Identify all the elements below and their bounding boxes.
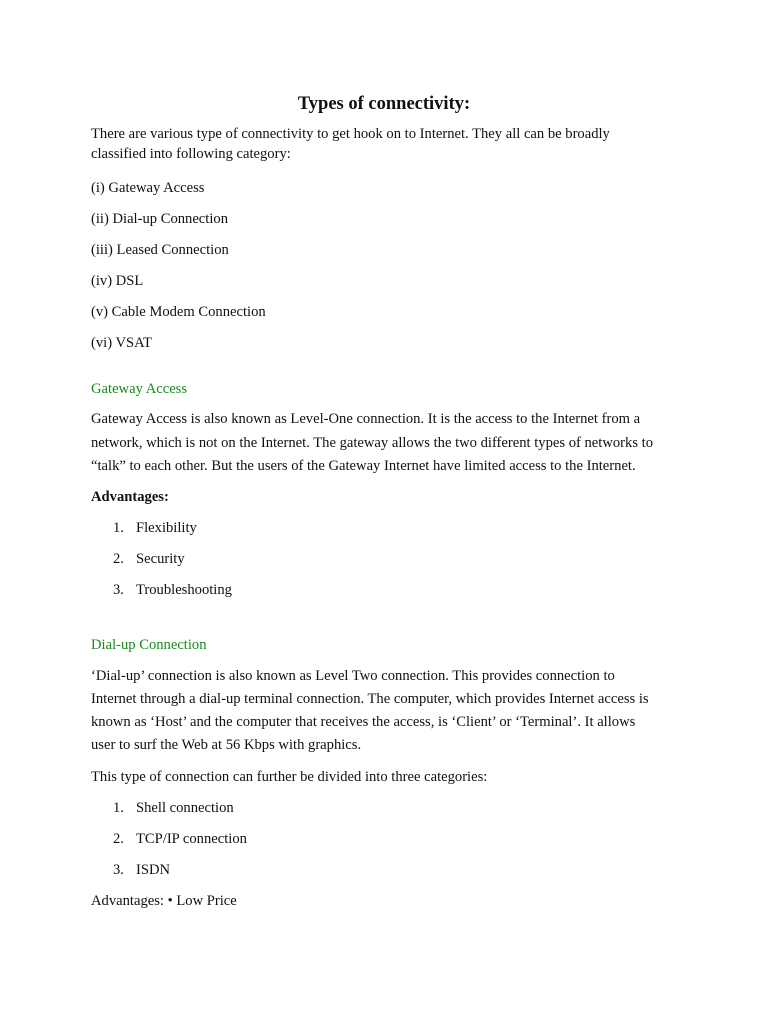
intro-line-2: classified into following category:	[91, 146, 291, 162]
list-text: Troubleshooting	[136, 582, 232, 598]
list-number: 1.	[113, 800, 124, 816]
list-text: Flexibility	[136, 520, 197, 536]
dialup-para-line: user to surf the Web at 56 Kbps with graphics.	[91, 737, 362, 753]
category-item: (ii) Dial-up Connection	[91, 211, 228, 227]
list-number: 3.	[113, 862, 124, 878]
dialup-advantages-line: Advantages: • Low Price	[91, 893, 237, 909]
list-text: Security	[136, 551, 185, 567]
category-item: (vi) VSAT	[91, 335, 152, 351]
dialup-categories-intro: This type of connection can further be divided into three categories:	[91, 769, 488, 785]
list-number: 2.	[113, 551, 124, 567]
dialup-para-line: ‘Dial-up’ connection is also known as Level Two connection. This provides connection to	[91, 668, 615, 684]
section-heading-gateway: Gateway Access	[91, 381, 188, 397]
dialup-para-line: Internet through a dial-up terminal connection. The computer, which provides Internet access is	[91, 691, 649, 707]
section-heading-dialup: Dial-up Connection	[91, 637, 207, 653]
gateway-advantages-label: Advantages:	[91, 489, 169, 505]
list-text: ISDN	[136, 862, 171, 878]
category-item: (iii) Leased Connection	[91, 242, 229, 258]
list-number: 1.	[113, 520, 124, 536]
category-item: (v) Cable Modem Connection	[91, 304, 266, 320]
gateway-para-line: “talk” to each other. But the users of the Gateway Internet have limited access to the Internet.	[91, 458, 636, 474]
list-number: 2.	[113, 831, 124, 847]
dialup-para-line: known as ‘Host’ and the computer that receives the access, is ‘Client’ or ‘Terminal’. It allows	[91, 714, 636, 730]
list-number: 3.	[113, 582, 124, 598]
list-text: Shell connection	[136, 800, 234, 816]
category-item: (i) Gateway Access	[91, 180, 205, 196]
gateway-para-line: network, which is not on the Internet. The gateway allows the two different types of networks to	[91, 435, 653, 451]
list-text: TCP/IP connection	[136, 831, 247, 847]
intro-line-1: There are various type of connectivity to get hook on to Internet. They all can be broadly	[91, 126, 610, 142]
page-title: Types of connectivity:	[297, 94, 471, 114]
category-item: (iv) DSL	[91, 273, 144, 289]
gateway-para-line: Gateway Access is also known as Level-One connection. It is the access to the Internet from a	[91, 411, 641, 427]
